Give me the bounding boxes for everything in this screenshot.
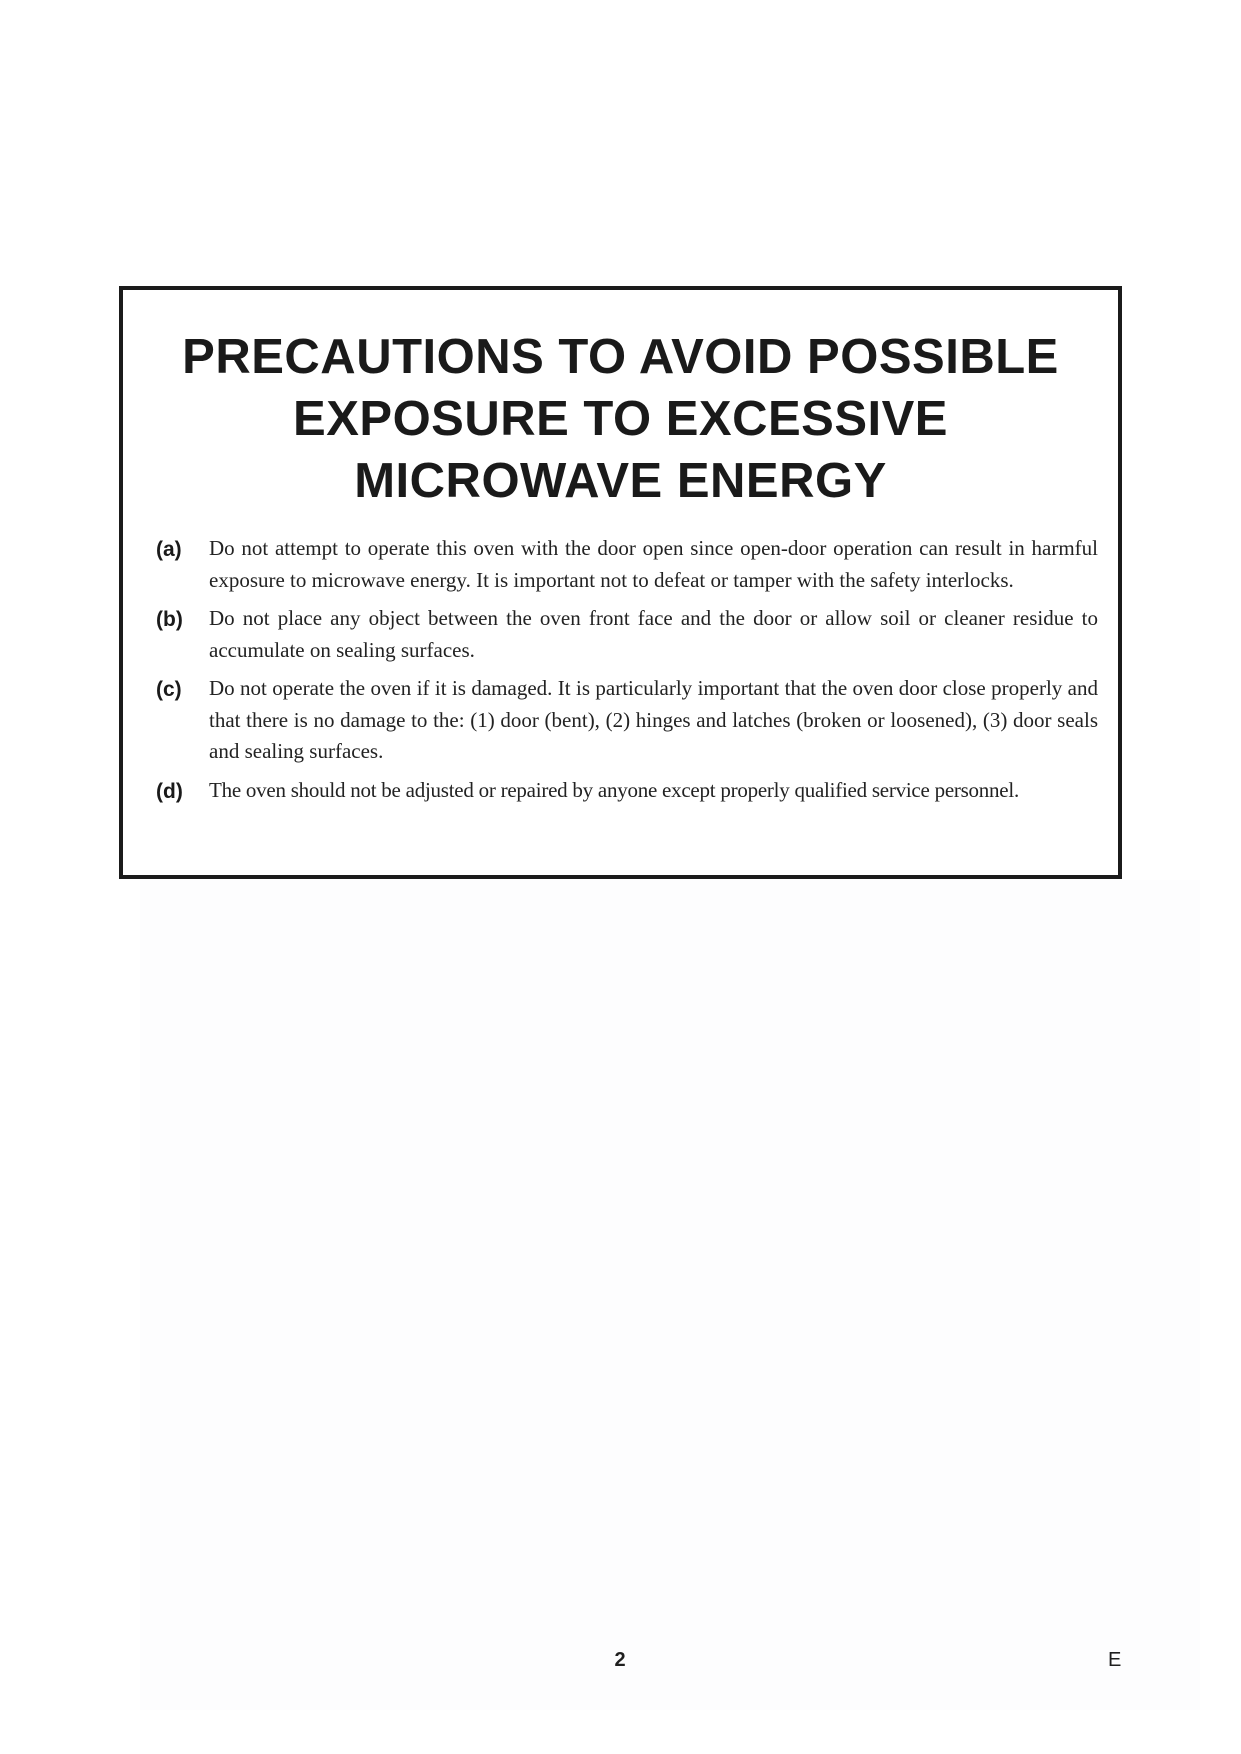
precaution-item-c xyxy=(156,673,1098,768)
warning-title-line-1: PRECAUTIONS TO AVOID POSSIBLE xyxy=(182,330,1059,384)
precaution-text: The oven should not be adjusted or repaired by anyone except properly qualified service personnel. xyxy=(209,777,1019,802)
precaution-marker: (c) xyxy=(156,678,182,701)
language-code: E xyxy=(1108,1649,1122,1671)
precaution-item-d xyxy=(156,775,1098,807)
precaution-marker: (a) xyxy=(156,538,182,561)
precaution-item-b xyxy=(156,603,1098,666)
warning-title-line-3: MICROWAVE ENERGY xyxy=(354,454,887,508)
warning-title xyxy=(123,326,1118,512)
precaution-text: Do not operate the oven if it is damaged. It is particularly important that the oven door close properly and that there is no damage to the: (1) door (bent), (2) hinges and latches (broken or loosened), (3) door seals and sealing surfaces. xyxy=(209,676,1098,763)
safety-warning-box xyxy=(119,286,1122,879)
precaution-text: Do not place any object between the oven front face and the door or allow soil or cleaner residue to accumulate on sealing surfaces. xyxy=(209,606,1098,662)
precaution-item-a xyxy=(156,533,1098,596)
warning-title-line-2: EXPOSURE TO EXCESSIVE xyxy=(293,392,948,446)
precaution-marker: (d) xyxy=(156,779,183,803)
page-background xyxy=(140,880,1200,1710)
precaution-marker: (b) xyxy=(156,608,183,631)
page-number: 2 xyxy=(614,1649,626,1671)
precaution-text: Do not attempt to operate this oven with the door open since open-door operation can result in harmful exposure to microwave energy. It is important not to defeat or tamper with the safety interlocks. xyxy=(209,536,1098,592)
precaution-list xyxy=(156,533,1098,813)
